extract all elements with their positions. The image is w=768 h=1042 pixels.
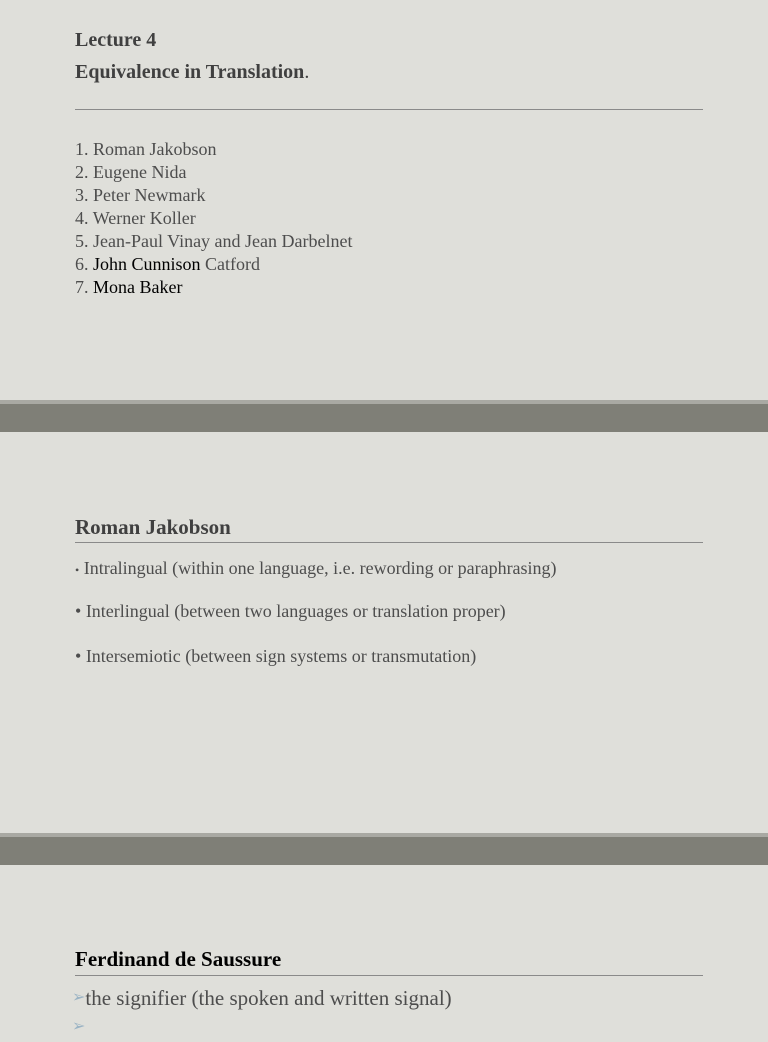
- list-item: 1. Roman Jakobson: [75, 139, 217, 159]
- slide-3: [0, 865, 768, 1035]
- list-item: 5. Jean-Paul Vinay and Jean Darbelnet: [75, 231, 353, 251]
- arrow-bullet-icon: ➢: [72, 1018, 86, 1035]
- list-item: 7. Mona Baker: [75, 277, 183, 297]
- list-item: 6. John Cunnison Catford: [75, 254, 261, 274]
- title-divider: [75, 109, 703, 110]
- lecture-topic: Equivalence in Translation.: [75, 61, 310, 83]
- title-divider: [75, 975, 703, 976]
- title-divider: [75, 542, 703, 543]
- author-list: [75, 138, 353, 299]
- arrow-bullet-icon: ➢: [72, 989, 86, 1006]
- list-item: [72, 1015, 85, 1042]
- list-item: 3. Peter Newmark: [75, 185, 206, 205]
- slide-title: Ferdinand de Saussure: [75, 947, 282, 971]
- slide-1: [0, 0, 768, 400]
- slide-title: [75, 24, 309, 88]
- slide-separator: [0, 833, 768, 865]
- list-item: 2. Eugene Nida: [75, 162, 187, 182]
- slide-2: [0, 432, 768, 832]
- slide-separator: [0, 400, 768, 432]
- bullet-item: • Intralingual (within one language, i.e. rewording or paraphrasing): [75, 558, 557, 578]
- bullet-icon: •: [75, 646, 82, 666]
- slide-title: Roman Jakobson: [75, 515, 231, 539]
- bullet-icon: •: [75, 601, 82, 621]
- bullet-item: • Intersemiotic (between sign systems or transmutation): [75, 646, 477, 666]
- list-item: 4. Werner Koller: [75, 208, 196, 228]
- bullet-item: • Interlingual (between two languages or translation proper): [75, 601, 506, 621]
- bullet-icon: •: [75, 563, 80, 577]
- list-item: ➢the signifier (the spoken and written signal): [72, 986, 452, 1010]
- lecture-number: Lecture 4: [75, 29, 157, 51]
